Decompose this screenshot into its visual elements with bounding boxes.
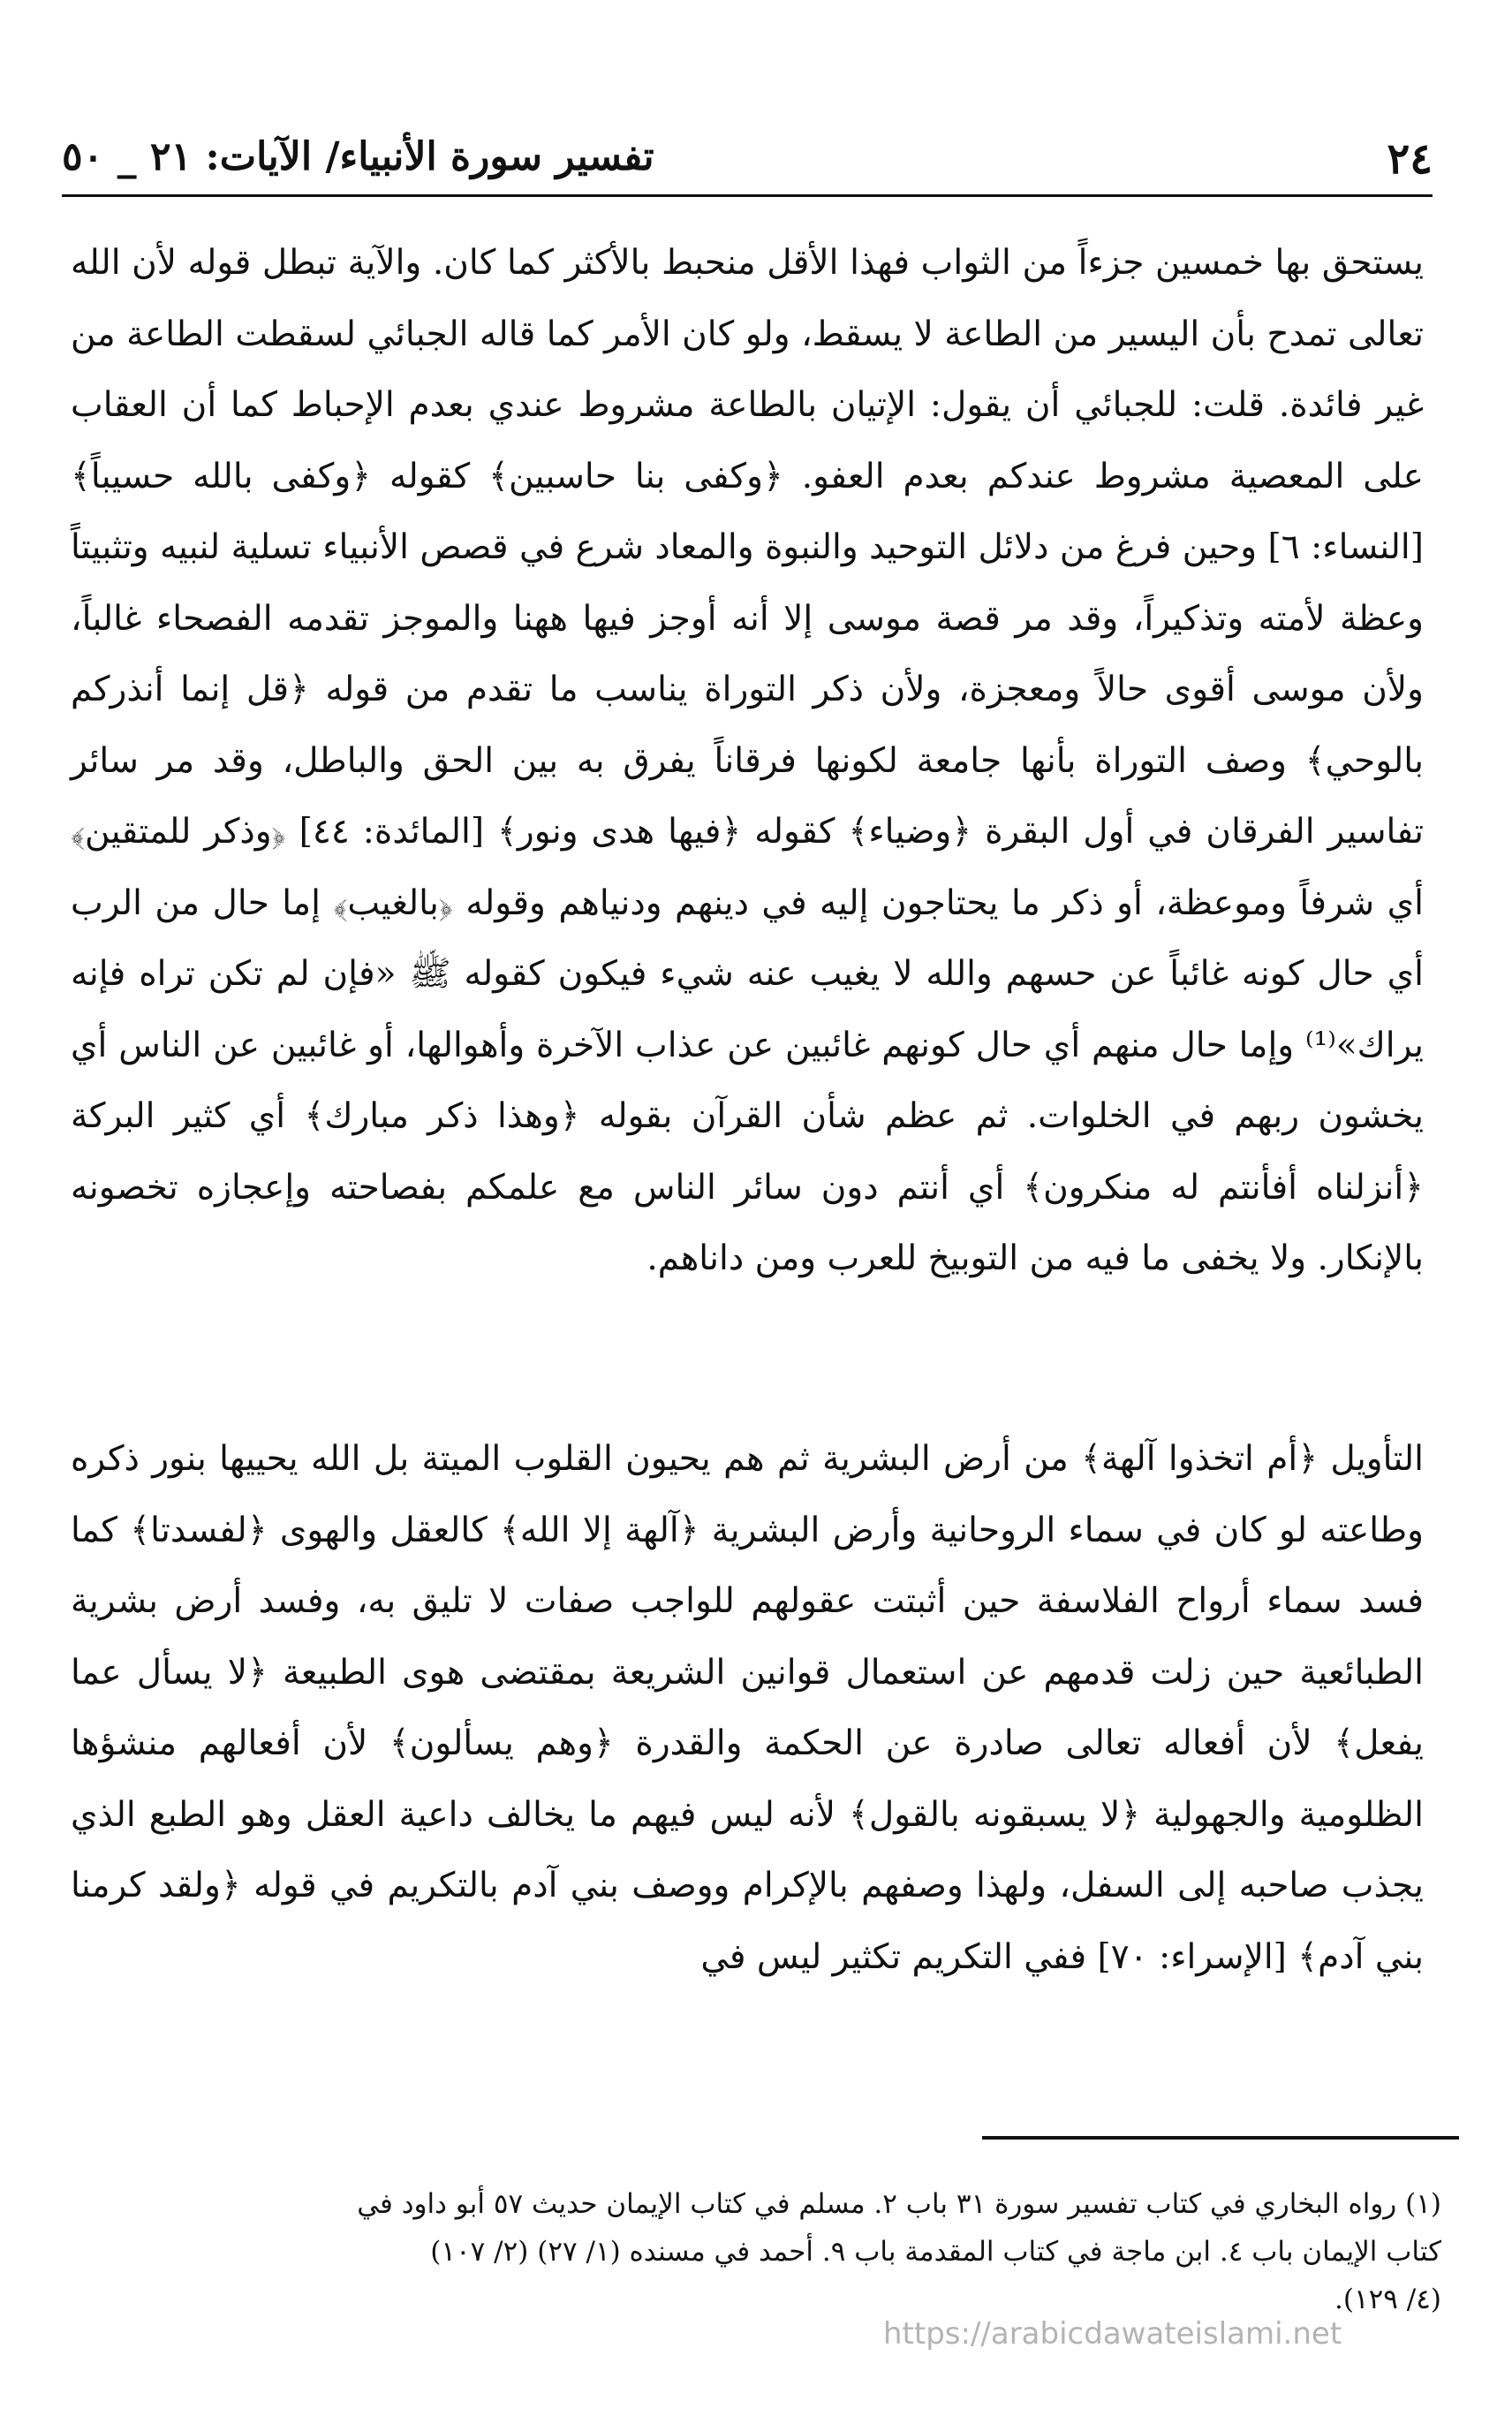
body-paragraph-1: يستحق بها خمسين جزءاً من الثواب فهذا الأقل منحبط بالأكثر كما كان. والآية تبطل قوله لأن الله تعالى تمدح بأن اليسير من الطاعة لا يسقط، ولو كان الأمر كما قاله الجبائي لسقطت الطاعة من غير فائدة. قلت: للجبائي أن يقول: الإتيان بالطاعة مشروط عندي بعدم الإحباط كما أن العقاب على المعصية مشروط عندكم بعدم العفو. ﴿وكفى بنا حاسبين﴾ كقوله ﴿وكفى بالله حسيباً﴾ [النساء: ٦] وحين فرغ من دلائل التوحيد والنبوة والمعاد شرع في قصص الأنبياء تسلية لنبيه وتثبيتاً وعظة لأمته وتذكيراً، وقد مر قصة موسى إلا أنه أوجز فيها ههنا والموجز تقدمه الفصحاء غالباً، ولأن موسى أقوى حالاً ومعجزة، ولأن ذكر التوراة يناسب ما تقدم من قوله ﴿قل إنما أنذركم بالوحي﴾ وصف التوراة بأنها جامعة لكونها فرقاناً يفرق به بين الحق والباطل، وقد مر سائر تفاسير الفرقان في أول البقرة ﴿وضياء﴾ كقوله ﴿فيها هدى ونور﴾ [المائدة: ٤٤] ﴿وذكر للمتقين﴾ أي شرفاً وموعظة، أو ذكر ما يحتاجون إليه في دينهم ودنياهم وقوله ﴿بالغيب﴾ إما حال من الرب أي حال كونه غائباً عن حسهم والله لا يغيب عنه شيء فيكون كقوله ﷺ «فإن لم تكن تراه فإنه يراك»⁽¹⁾ وإما حال منهم أي حال كونهم غائبين عن عذاب الآخرة وأهوالها، أو غائبين عن الناس أي يخشون ربهم في الخلوات. ثم عظم شأن القرآن بقوله ﴿وهذا ذكر مبارك﴾ أي كثير البركة ﴿أنزلناه أفأنتم له منكرون﴾ أي أنتم دون سائر الناس مع علمكم بفصاحته وإعجازه تخصونه بالإنكار. ولا يخفى ما فيه من التوبيخ للعرب ومن داناهم. bbox=[71, 243, 1424, 1278]
running-head: تفسير سورة الأنبياء/ الآيات: ٢١ _ ٥٠ bbox=[62, 134, 654, 179]
watermark-url: https://arabicdawateislami.net bbox=[883, 2316, 1342, 2352]
page-number: ٢٤ bbox=[1387, 134, 1433, 184]
header-rule bbox=[62, 194, 1433, 197]
footnote-line-2: كتاب الإيمان باب ٤. ابن ماجة في كتاب المقدمة باب ٩. أحمد في مسنده (١/ ٢٧) (٢/ ١٠٧) bbox=[430, 2236, 1441, 2268]
footnote-rule bbox=[982, 2136, 1459, 2140]
footnote-line-3: (٤/ ١٢٩). bbox=[1334, 2284, 1441, 2315]
page-header bbox=[62, 134, 1433, 196]
body-paragraph-2: التأويل ﴿أم اتخذوا آلهة﴾ من أرض البشرية ثم هم يحيون القلوب الميتة بل الله يحييها بنور ذكره وطاعته لو كان في سماء الروحانية وأرض البشرية ﴿آلهة إلا الله﴾ كالعقل والهوى ﴿لفسدتا﴾ كما فسد سماء أرواح الفلاسفة حين أثبتت عقولهم للواجب صفات لا تليق به، وفسد أرض بشرية الطبائعية حين زلت قدمهم عن استعمال قوانين الشريعة بمقتضى هوى الطبيعة ﴿لا يسأل عما يفعل﴾ لأن أفعاله تعالى صادرة عن الحكمة والقدرة ﴿وهم يسألون﴾ لأن أفعالهم منشؤها الظلومية والجهولية ﴿لا يسبقونه بالقول﴾ لأنه ليس فيهم ما يخالف داعية العقل وهو الطبع الذي يجذب صاحبه إلى السفل، ولهذا وصفهم بالإكرام ووصف بني آدم بالتكريم في قوله ﴿ولقد كرمنا بني آدم﴾ [الإسراء: ٧٠] ففي التكريم تكثير ليس في bbox=[71, 1439, 1425, 1977]
footnotes bbox=[71, 2180, 1441, 2323]
footnote-line-1: (١) رواه البخاري في كتاب تفسير سورة ٣١ باب ٢. مسلم في كتاب الإيمان حديث ٥٧ أبو داود في bbox=[357, 2188, 1441, 2220]
